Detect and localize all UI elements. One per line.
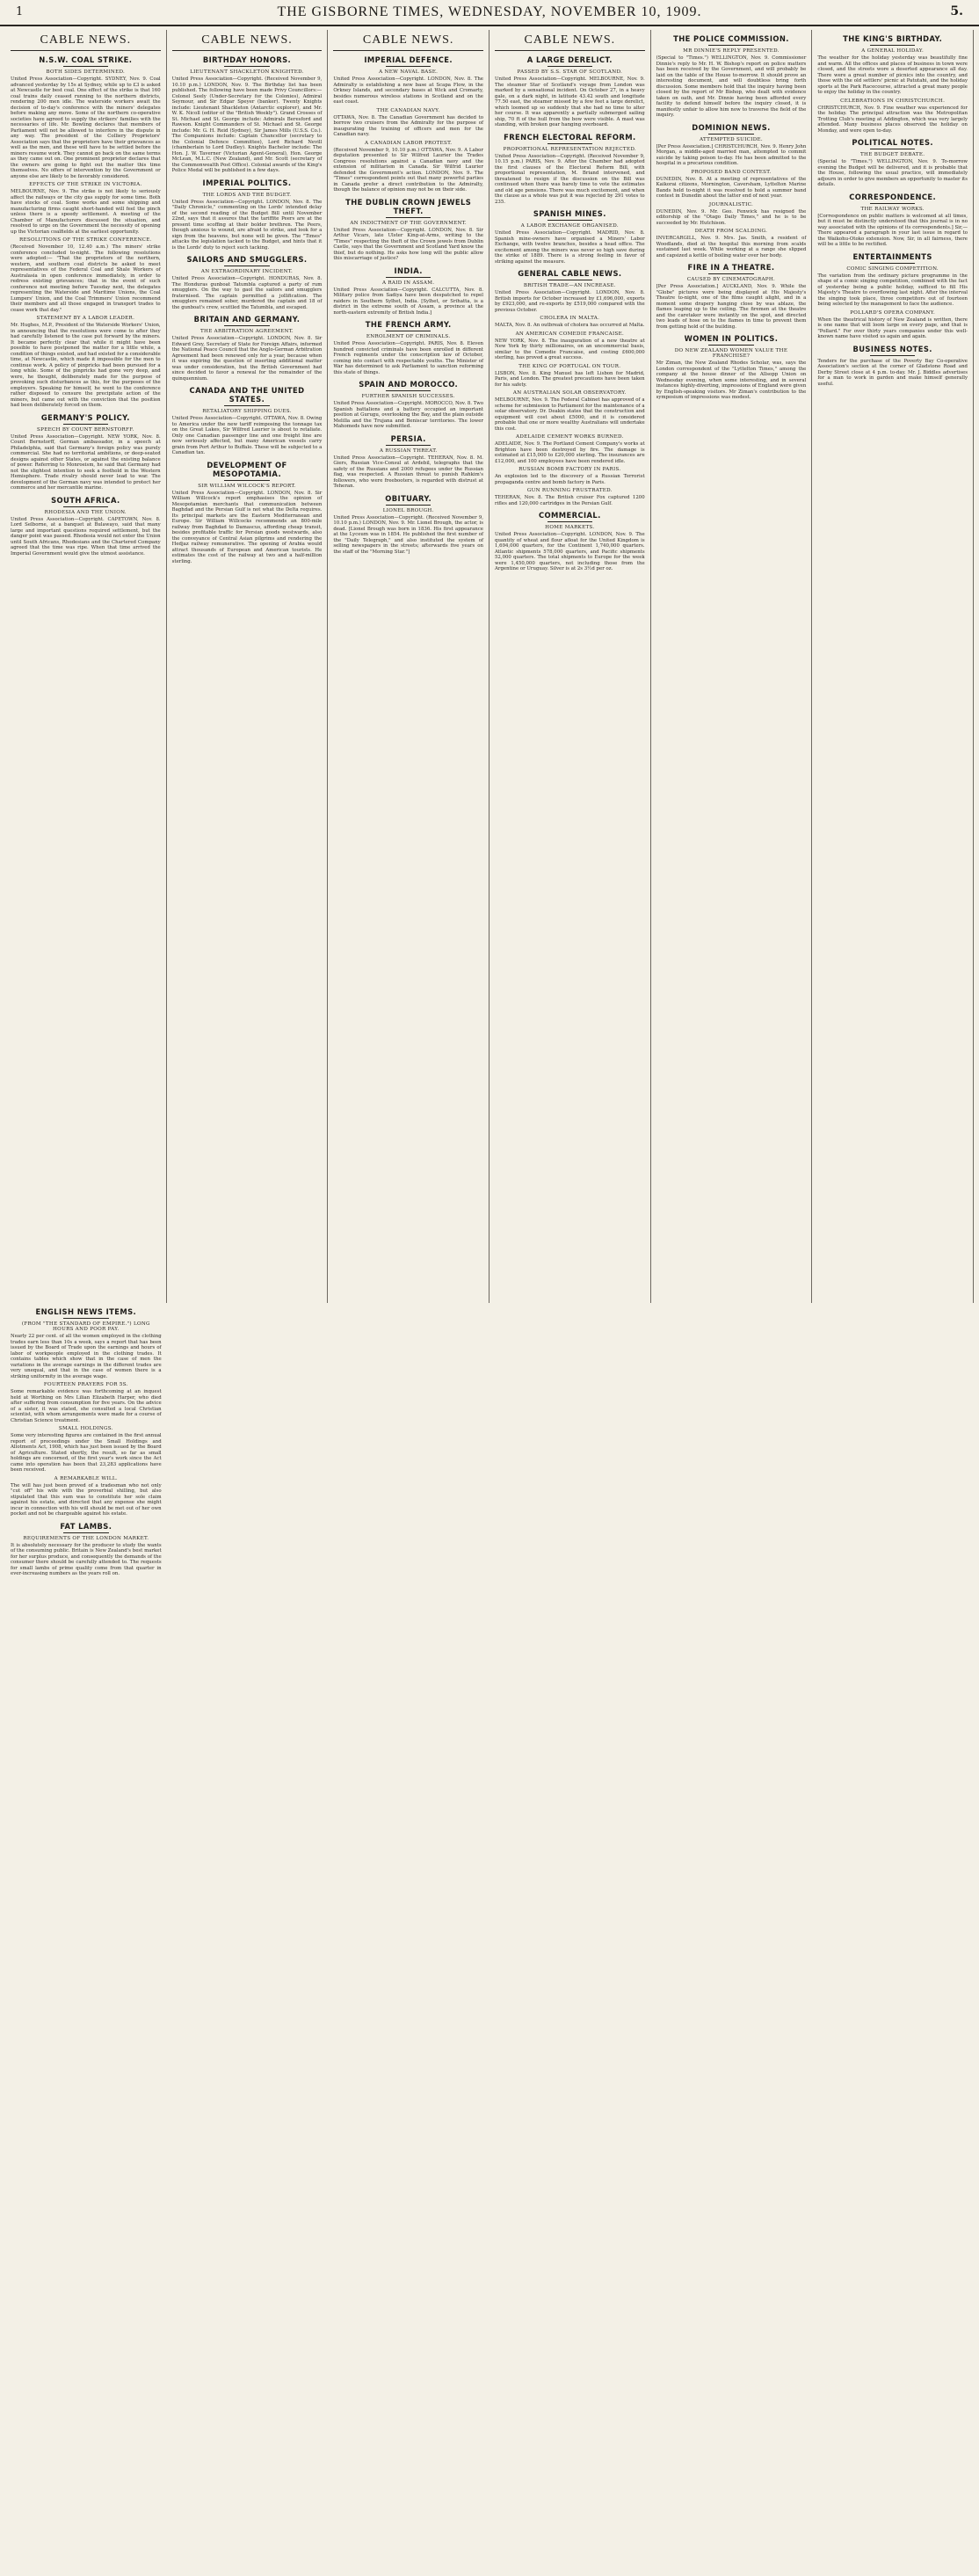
article-subheading: HOME MARKETS. <box>545 525 595 530</box>
article <box>333 55 483 106</box>
article-headline: SPAIN AND MOROCCO. <box>359 380 459 389</box>
article-subheading: AN EXTRAORDINARY INCIDENT. <box>200 269 294 274</box>
newspaper-columns <box>5 30 974 1576</box>
article-headline: POLITICAL NOTES. <box>852 138 933 147</box>
headline-rule <box>386 66 431 67</box>
article-body: [Per Press Association.] AUCKLAND, Nov. 9. While the "Globe" pictures were being displayed at His Majesty's Theatre to-night, one of the films caught alight, and in a moment some drapery hanging close by was ablaze, the flames leaping up to the ceiling. The firemen at the theatre and the caretaker were instantly on the spot, and directed two leads of hose on to the flames in time to prevent them from getting hold of the building. <box>656 284 807 330</box>
headline-rule <box>386 445 431 446</box>
article-subheading: FURTHER SPANISH SUCCESSES. <box>361 394 455 399</box>
article-subheading: A RAID IN ASSAM. <box>381 280 435 286</box>
article <box>172 315 323 382</box>
headline-rule <box>386 390 431 391</box>
article-subheading: SMALL HOLDINGS. <box>58 1426 113 1431</box>
section-title: CABLE NEWS. <box>495 33 645 51</box>
article-headline: THE DUBLIN CROWN JEWELS THEFT. <box>345 197 472 215</box>
article <box>333 108 483 138</box>
article <box>333 434 483 490</box>
article-body: United Press Association—Copyright. OTTAWA, Nov. 8. Owing to America under the new tariff reimposing the tonnage tax on the Great Lakes, Sir Wilfred Laurier is about to retaliate. Only one Canadian passenger line and one freight line are now seriously affected, but many American vessels carry grain from Port Arthur to Buffalo. These will be subjected to a Canadian tax. <box>171 416 323 455</box>
article-subheading: THE ARBITRATION AGREEMENT. <box>199 329 294 334</box>
article-headline: ENGLISH NEWS ITEMS. <box>35 1307 137 1316</box>
article <box>495 488 645 506</box>
article-subheading: THE KING OF PORTUGAL ON TOUR. <box>519 363 621 369</box>
article-subheading: POLLARD'S OPERA COMPANY. <box>850 309 936 316</box>
article-headline: CANADA AND THE UNITED STATES. <box>189 386 305 404</box>
article-body: MELBOURNE, Nov. 9. The Federal Cabinet has approved of a scheme for submission to Parliament for the maintenance of a solar observatory. Dr. Deakin states that the construction and equipment will cost about £5000, and it is considered probable that one or more wealthy Australians will undertake this cost. <box>495 397 645 432</box>
article-headline: IMPERIAL DEFENCE. <box>364 55 453 64</box>
headline-rule <box>63 66 108 67</box>
article-subheading: PASSED BY S.S. STAR OF SCOTLAND. <box>517 69 623 75</box>
article <box>11 1382 162 1423</box>
article-subheading: PROPORTIONAL REPRESENTATION REJECTED. <box>503 146 637 152</box>
headline-rule <box>224 480 269 481</box>
article <box>11 1476 162 1517</box>
headline-rule <box>386 505 431 506</box>
headline-rule <box>224 405 269 406</box>
article-body: OTTAWA, Nov. 8. The Canadian Government has decided to borrow two cruisers from the Admiralty for the purpose of inaugurating the training of officers and men for the Canadian navy. <box>333 114 483 137</box>
article-body: United Press Association—Copyright. TEHERAN, Nov. 8. M. Giers, Russian Vice-Consul at Ardebil, telegraphs that the safety of the Russians and 2000 refugees under the Russian flag, was respected. A Russian threat to punish Rahkim's followers, who were freebooters, is regarded with distrust at Teheran. <box>333 455 483 489</box>
article-subheading: RESOLUTIONS OF THE STRIKE CONFERENCE. <box>18 237 152 243</box>
column-3 <box>328 30 490 1303</box>
article-headline: A LARGE DERELICT. <box>526 55 613 64</box>
article-body: United Press Association—Copyright. LONDON, Nov. 8. Sir William Willcock's report emphasises the opinion of Mesopotamian merchants that communication between Baghdad and the Persian Gulf is not what the Delta requires. Its principal markets are the Eastern Mediterranean and Europe. Sir William Willcocks recommends an 800-mile railway from Baghdad to Damascus, affording cheap transit, besides profitable traffic for Persian goods westwards, also the conveyance of Central Asian pilgrims and rendering the Hedjaz railway remunerative. The opening of Arabia would attract thousands of European and American tourists. He estimates the cost of the railway at two and a half-million sterling. <box>171 490 323 564</box>
headline-rule <box>708 273 753 274</box>
article-headline: N.S.W. COAL STRIKE. <box>39 55 133 64</box>
article-body: The weather for the holiday yesterday was beautifully fine and warm. All the offices and places of business in town were closed, and the streets wore a deserted appearance all day. There were a great number of picnics into the country, and those with the old settlers' picnic at Patutahi, and the holiday sports at the Park Racecourse, attracted a great many people to enjoy the holiday in the country. <box>817 55 968 95</box>
article <box>656 170 807 200</box>
headline-rule <box>63 1318 108 1319</box>
section-title: CABLE NEWS. <box>172 33 323 51</box>
column-7 <box>5 1303 167 2576</box>
article <box>11 496 161 557</box>
article-body: United Press Association—Copyright. (Received November 9, 10.15 p.m.) PARIS, Nov. 9. After the Chamber had adopted the first clauses of the Electoral Reform Bill, with proportional representation, M. Briand intervened, and threatened to resign if the discussion on the Bill was continued when there was barely time to vote the estimates and old age pensions. There was much excitement, and when the clause as a whole was put it was rejected by 291 votes to 235. <box>495 153 645 205</box>
article-body: An explosion led to the discovery of a Russian Terrorist propaganda centre and bomb factory in Paris. <box>495 474 645 485</box>
article-body: United Press Association—Copyright. MELBOURNE, Nov. 9. The steamer Star of Scotland's voyage from London was marked by a sensational incident. On October 27, in a heavy gale, on a dark night, in latitude 43.42 south and longitude 77.50 east, the steamer missed by a few feet a large derelict, which loomed up so suddenly that she had no time to alter her course. It was apparently a partially submerged sailing ship, 70 ft of the hull from the bow were visible. A mast was standing, with broken gear hanging overboard. <box>495 76 645 127</box>
headline-rule <box>224 325 269 326</box>
article-headline: DEVELOPMENT OF MESOPOTAMIA. <box>207 460 287 478</box>
article-body: CHRISTCHURCH, Nov. 9. Fine weather was experienced for the holiday. The principal attraction was the Metropolitan Trotting Club's meeting at Addington, which was very largely attended. Many business places observed the holiday on Monday, and were open to-day. <box>817 105 968 134</box>
article-body: Some remarkable evidence was forthcoming at an inquest held at Worthing on Mrs Lilian Elizabeth Harper, who died after suffering from consumption for five years. On the advice of a sister, it was stated, she consulted a local Christian scientist, with whom arrangements were made for a course of Christian Science treatment. <box>11 1389 162 1423</box>
article-body: MELBOURNE, Nov. 9. The strike is not likely to seriously affect the railways or the city gas supply for some time. Both have stocks of coal. Some works and some shipping and manufacturing firms caught short-handed will feel the pinch unless there is a speedy settlement. A meeting of the Chamber of Manufacturers discussed the situation, and resolved to urge on the Government the necessity of opening up the Victorian coalfields at the earliest opportunity. <box>11 189 161 235</box>
article <box>495 331 645 361</box>
article <box>817 345 968 388</box>
article-headline: BRITAIN AND GERMANY. <box>193 315 301 324</box>
article-body: United Press Association—Copyright. LONDON, Nov. 8. British imports for October increased by £1,696,000, exports by £923,000, and re-exports by £519,000 compared with the previous October. <box>495 290 645 313</box>
article-subheading: AN AMERICAN COMEDIE FRANCAISE. <box>515 331 625 337</box>
article-body: United Press Association—Copyright. LONDON, Nov. 9. The quantity of wheat and flour afloat for the United Kingdom is 1,694,000 quarters, for the Continent 1,740,000 quarters. Atlantic shipments 578,000 quarters, and Pacific shipments 52,000 quarters. The total shipments to Europe for the week were 1,450,000 quarters, not including those from the Argentine or Uruguay. Silver is at 2s 3½d per oz. <box>495 532 645 571</box>
headline-rule <box>870 355 915 356</box>
article-body: (Received November 10, 12.40 a.m.) The miners' strike conference concluded to-night. The following resolutions were adopted:— "That the proprietors of the northern, western, and southern coal districts be asked to meet representatives of the Federal Coal and Shale Workers of Australasia in open conference immediately, in order to redress existing grievances; that in the event of such conference not meeting before Tuesday next, the delegates representing the Waterside and Maritime Unions, the Coal Lumpers' Union, and the Coal Trimmers' Union recommend their members and all those engaged in transport trades to cease work that day." <box>11 244 161 313</box>
article-subheading: THE BUDGET DEBATE. <box>860 152 925 157</box>
article-subheading: RUSSIAN BOMB FACTORY IN PARIS. <box>519 467 621 472</box>
article <box>333 266 483 317</box>
article-headline: THE POLICE COMMISSION. <box>673 34 789 43</box>
article-body: The will has just been proved of a tradesman who not only "cut off" his wife with the proverbial shilling, but also stipulated that this sum was to constitute her sole claim against his estate, and directed that any expense she might incur in connection with his will should be met out of her own pocket and not be chargeable against his estate. <box>11 1482 162 1517</box>
article-body: (Received November 9, 10.10 p.m.) OTTAWA, Nov. 9. A Labor deputation presented to Sir Wilfred Laurier the Trades Congress resolutions against a Canadian navy and the extension of militarism in Canada. Sir Wilfrid Laurier defended the Government's action. LONDON, Nov. 9. The "Times" correspondent points out that many powerful parties in Canada prefer a direct contribution to the Admiralty, though the balance of opinion may not be on their side. <box>333 147 483 193</box>
article-body: United Press Association—Copyright. (Received November 9, 10.10 p.m.) LONDON, Nov. 9. Mr. Lionel Brough, the actor, is dead. [Lionel Brough was born in 1836. His first appearance at the Lyceum was in 1854. He published the first number of the "Daily Telegraph," and also instituted the system of selling newspapers in the streets; afterwards five years on the staff of the "Morning Star."] <box>333 514 483 555</box>
article-subheading: A LABOR EXCHANGE ORGANISED. <box>520 223 619 229</box>
article <box>11 55 161 179</box>
article-subheading: THE CANADIAN NAVY. <box>376 107 440 113</box>
page-number: 5. <box>950 4 963 18</box>
article-headline: GERMANY'S POLICY. <box>40 412 130 422</box>
article-body: MALTA, Nov. 8. An outbreak of cholera has occurred at Malta. <box>495 323 645 328</box>
article <box>11 182 161 235</box>
article <box>656 123 807 167</box>
article-headline: BIRTHDAY HONORS. <box>202 55 292 64</box>
article-body: INVERCARGILL, Nov. 9. Mrs. Jas. Smith, a resident of Woodlands, died at the hospital this morning from scalds sustained last week. While working at a range she slipped and capsized a kettle of boiling water over her body. <box>656 236 807 258</box>
article-subheading: (FROM "THE STANDARD OF EMPIRE.") LONG HOURS AND POOR PAY. <box>21 1321 150 1332</box>
article <box>11 1522 162 1577</box>
article-subheading: A NEW NAVAL BASE. <box>379 69 439 75</box>
article-body: NEW YORK, Nov. 8. The inauguration of a new theatre at New York by thirty millionaires, on an uncommercial basis, similar to the Comedie Francaise, and costing £600,000 sterling, has proved a great success. <box>495 338 645 360</box>
article-subheading: ADELAIDE CEMENT WORKS BURNED. <box>516 434 624 440</box>
article-subheading: ENROLMENT OF CRIMINALS. <box>366 334 451 339</box>
article-headline: THE FRENCH ARMY. <box>365 320 452 329</box>
article-headline: DOMINION NEWS. <box>692 122 771 132</box>
article <box>11 413 161 491</box>
article-subheading: A GENERAL HOLIDAY. <box>861 48 925 54</box>
column-2 <box>167 30 329 1303</box>
article <box>495 316 645 329</box>
article-headline: SOUTH AFRICA. <box>51 495 120 505</box>
headline-rule <box>548 220 592 221</box>
article-headline: COMMERCIAL. <box>538 511 601 520</box>
article-subheading: A REMARKABLE WILL. <box>54 1475 118 1481</box>
article <box>495 364 645 389</box>
article <box>333 380 483 430</box>
article-body: United Press Association—Copyright. MADRID, Nov. 8. Spanish mine-owners have organised a Miners' Labor Exchange, with twelve branches, besides a head office. The excitement among the miners was never so high save during the strike of 1889. There is a strong feeling in favor of striking against the measure. <box>495 230 645 265</box>
article <box>11 237 161 313</box>
article-subheading: SPEECH BY COUNT BERNSTORFF. <box>37 426 134 433</box>
article <box>172 461 323 565</box>
article-subheading: SIR WILLIAM WILCOCK'S REPORT. <box>198 483 296 489</box>
article-body: United Press Association—Copyright. HONDURAS, Nov. 8. The Honduras gunboat Tatumbla captured a party of rum smugglers. On the way to gaol the sailors and smugglers fraternised. The captain permitted a jollification. The smugglers remained sober, murdered the captain and 18 of the gunboat's crew, scuttled the Tatumbla, and escaped. <box>171 276 323 310</box>
article <box>11 316 161 409</box>
headline-rule <box>224 66 269 67</box>
article <box>656 229 807 258</box>
article-headline: IMPERIAL POLITICS. <box>202 178 292 187</box>
article-subheading: RHODESIA AND THE UNION. <box>44 509 127 515</box>
article-headline: GENERAL CABLE NEWS. <box>518 269 622 278</box>
article-subheading: GUN RUNNING FRUSTRATED. <box>526 488 613 493</box>
article <box>172 178 323 251</box>
article-headline: CORRESPONDENCE. <box>849 192 937 201</box>
article-subheading: EFFECTS OF THE STRIKE IN VICTORIA. <box>29 182 142 187</box>
section-title: CABLE NEWS. <box>333 33 483 51</box>
article-subheading: COMIC SINGING COMPETITION. <box>846 266 939 272</box>
article-subheading: LIONEL BROUGH. <box>382 507 434 513</box>
article-body: ADELAIDE, Nov. 9. The Portland Cement Company's works at Brighton have been destroyed by fire. The damage is estimated at £15,000 to £20,000 sterling. The insurances are £12,000, and 100 employees have been rendered idle. <box>495 441 645 464</box>
article-body: (Special to "Times.") WELLINGTON, Nov. 9. Commissioner Dinnie's reply to Mr. H. W. Bishop's report on police matters has been received by the Government, and will probably be laid on the table of the House to-morrow. It should prove an interesting document, and will doubtless bring forth discussion. Some members hold that the inquiry having been closed by the report of Mr Bishop, who dealt with evidence taken on oath, and Mr. Dinnie having been afforded every facility to defend himself before the inquiry closed, it is manifestly unfair to allow him now to traverse the field of the inquiry. <box>656 55 807 118</box>
article <box>333 198 483 262</box>
article <box>817 98 968 135</box>
masthead <box>0 0 979 26</box>
article-subheading: CELEBRATIONS IN CHRISTCHURCH. <box>840 98 946 104</box>
article-subheading: BRITISH TRADE—AN INCREASE. <box>523 283 616 288</box>
headline-rule <box>708 45 753 46</box>
article-subheading: FOURTEEN PRAYERS FOR 5S. <box>43 1382 128 1387</box>
article <box>11 1426 162 1474</box>
article-body: Mr. Hughes, M.P., President of the Waterside Workers' Union, in announcing that the resolutions were come to after they had carefully listened to the case put forward by the miners. It became perfectly clear that while it might have been possible to have postponed the matter for a little while, a condition of things existed, and had existed for a considerable time, at Newcastle, which made it impossible for the men to continue work. A policy of pinpricks had been pursued for a long while. Some of the pinpricks had gone very deep, and were, he thought, deliberately made for the purpose of provoking such disturbances as this, for the purposes of the employers. Speaking for himself, he went to the conference rather disposed to censure the precipitate action of the miners, but came out with the conviction that the position had been deliberately forced on them. <box>11 323 161 408</box>
article-body: United Press Association—Copyright. LONDON, Nov. 8. The Admiralty is establishing a new base at Scapa Flow, in the Orkney Islands, and secondary bases at Wick and Cromarty, besides numerous wireless stations in Scotland and on the east coast. <box>333 76 483 105</box>
article <box>656 334 807 401</box>
article-subheading: BOTH SIDES DETERMINED. <box>46 69 126 75</box>
article-body: Some very interesting figures are contained in the first annual report of proceedings under the Small Holdings and Allotments Act, 1908, which has just been issued by the Board of Agriculture. Stated shortly, the result, so far as small holdings are concerned, of the first year's work since the Act came into operation has been that 23,283 applications have been received. <box>11 1433 162 1473</box>
article-headline: OBITUARY. <box>385 493 432 503</box>
headline-rule <box>870 45 915 46</box>
headline-rule <box>708 345 753 346</box>
headline-rule <box>708 134 753 135</box>
column-5 <box>651 30 813 1303</box>
article-body: Tenders for the purchase of the Poverty Bay Co-operative Association's section at the corner of Gladstone Road and Derby Street close at 4 p.m. to-day. Mr. J. Biddles advertises for a man to work in garden and make himself generally useful. <box>817 358 968 387</box>
article-body: The variation from the ordinary picture programme in the shape of a comic singing competition, combined with the fact of yesterday being a public holiday, sufficed to fill His Majesty's Theatre to overflowing last night. After the interval the singing took place, three competitors out of fourteen being selected by the management to face the audience. <box>817 273 968 307</box>
article-body: Mr Ziman, the New Zealand Rhodes Scholar, was, says the London correspondent of the "Lyttelton Times," among the company at the house dinner of the Allsopp Union on Wednesday evening, when some interesting, and in several instances highly-diverting, impressions of England were given by English-speaking visitors. Mr Ziman's contribution to the symposium of impressions was modest. <box>656 360 807 400</box>
article-body: United Press Association—Copyright. LONDON, Nov. 8. Sir Edward Grey, Secretary of State for Foreign Affairs, informed the National Peace Council that the Anglo-German Arbitration Agreement had been renewed only for a year, because when it was expiring the question of inserting additional matter was under consideration, but the British Government had since decided to favor a renewal for the remainder of the quinquennium. <box>171 336 323 382</box>
article-subheading: PROPOSED BAND CONTEST. <box>691 169 772 175</box>
article-headline: PERSIA. <box>390 433 426 443</box>
article-body: It is absolutely necessary for the producer to study the wants of the consuming public. Britain is New Zealand's best market for her surplus produce, and consequently the demands of the consumer there should be carefully attended to. The requests for small lambs of prime quality come from that quarter in ever-increasing numbers as the years roll on. <box>11 1542 162 1576</box>
article-body: United Press Association—Copyright. SYDNEY, Nov. 9. Coal advanced yesterday by 15s at Sydney, while up to £3 is asked at Newcastle for best coal. One effect of the strike is that 160 coal trains daily ceased running to the northern districts, rendering 200 men idle. The waterside workers await the decision of to-day's conference with the miners' delegates before making any move. Some of the northern co-operative societies have agreed to supply the strikers' families with the necessaries of life. Mr. Bowling declares that members of Parliament will not be allowed to interfere in the dispute in any way. The president of the Colliery Proprietors' Association says that the proprietors have their grievances as well as the men, and these will have to be settled before the miners resume work. They cannot go back on the same terms as they came out on. One prominent proprietor declares that the owners are going to fight out the matter this time themselves. No offers of intervention by the Government or anyone else are likely to be favorably considered. <box>11 76 161 179</box>
article-headline: BUSINESS NOTES. <box>852 344 932 353</box>
column-6 <box>812 30 974 1303</box>
article <box>817 138 968 188</box>
article-body: TEHERAN, Nov. 8. The British cruiser Fox captured 1200 rifles and 120,000 cartridges in the Persian Gulf. <box>495 495 645 506</box>
article-body: United Press Association—Copyright. NEW YORK, Nov. 8. Count Bernstorff, German ambassador, in a speech at Philadelphia, said that Germany's foreign policy was purely commercial. She had no territorial ambitions, or deep-seated designs against other States, or against the existing balance of power. Referring to Monroeism, he said that Germany had not the slightest intention to seek a foothold in the Western Hemisphere. Trade rivalry should never lead to war. The development of the German navy was intended to protect her commerce and her mercantile marine. <box>11 433 161 491</box>
article-subheading: STATEMENT BY A LABOR LEADER. <box>36 316 135 321</box>
headline-rule <box>548 143 592 144</box>
article-body: DUNEDIN, Nov. 8. At a meeting of representatives of the Kaikorai citizens, Mornington, Caversham, Lyttelton Marine Bands held to-night it was resolved to hold a summer band contest in Dunedin about the latter end of next year. <box>656 176 807 199</box>
article <box>495 55 645 128</box>
article-subheading: REQUIREMENTS OF THE LONDON MARKET. <box>23 1535 149 1541</box>
section-title: CABLE NEWS. <box>11 33 161 51</box>
headline-rule <box>548 521 592 522</box>
headline-rule <box>63 424 108 425</box>
article-headline: WOMEN IN POLITICS. <box>684 334 779 343</box>
article-subheading: DO NEW ZEALAND WOMEN VALUE THE FRANCHISE? <box>674 348 788 359</box>
article <box>656 34 807 119</box>
article-headline: ENTERTAINMENTS <box>852 251 932 261</box>
article <box>495 390 645 432</box>
article <box>495 133 645 206</box>
article-body: LISBON, Nov. 8. King Manuel has left Lisbon for Madrid, Paris, and London. The greatest precautions have been taken for his safety. <box>495 370 645 388</box>
headline-rule <box>870 203 915 204</box>
article-headline: FRENCH ELECTORAL REFORM. <box>504 132 636 142</box>
article-body: [Correspondence on public matters is welcomed at all times, but it must be distinctly understood that this journal is in no way associated with the opinions of its correspondents.] Sir,—There appeared a paragraph in your last issue in regard to the Waikohu-Otoko extension. Now, Sir, in all fairness, there will be a little to be rectified. <box>817 213 968 247</box>
article-subheading: ATTEMPTED SUICIDE. <box>700 136 763 142</box>
article <box>656 263 807 330</box>
article-subheading: DEATH FROM SCALDING. <box>694 229 768 234</box>
article-subheading: THE LORDS AND THE BUDGET. <box>202 192 292 198</box>
article-subheading: THE RAILWAY WORKS. <box>860 206 925 212</box>
article-body: Nearly 22 per cent. of all the women employed in the clothing trades earn less than 10s a week, says a report that has been issued by the Board of Trade upon the earnings and hours of labor of workpeople employed in the clothing trades. It contains tables which show that in the case of men the variations in the average earnings in the different trades are very unequal, and that in the case of women there is a striking uniformity in the average wage. <box>11 1334 162 1379</box>
article <box>817 34 968 96</box>
article-subheading: A CANADIAN LABOR PROTEST. <box>364 140 453 146</box>
article-subheading: A RUSSIAN THREAT. <box>379 448 438 454</box>
article-subheading: CAUSED BY CINEMATOGRAPH. <box>686 277 776 282</box>
article-body: (Special to "Times.") WELLINGTON, Nov. 9. To-morrow evening the Budget will be delivered, and it is probable that the House, following the usual practice, will immediately adjourn in order to give members an opportunity to master its details. <box>817 159 968 187</box>
article-headline: SAILORS AND SMUGGLERS. <box>186 255 308 264</box>
article-subheading: AN AUSTRALIAN SOLAR OBSERVATORY. <box>512 390 627 396</box>
article <box>656 202 807 227</box>
article <box>172 386 323 456</box>
article <box>333 494 483 556</box>
article-body: United Press Association—Copyright. LONDON, Nov. 8. Sir Arthur Vicars, late Ulster King-at-Arms, writing to the "Times" respecting the theft of the Crown jewels from Dublin Castle, says that the Government and Scotland Yard know the thief, but do nothing. He asks how long will the public allow this miscarriage of justice? <box>333 227 483 261</box>
column-4 <box>490 30 651 1303</box>
article-subheading: CHOLERA IN MALTA. <box>540 316 600 321</box>
headline-rule <box>548 66 592 67</box>
article-body: United Press Association—Copyright. (Received November 9, 10.10 p.m.) LONDON, Nov. 9. The Birthday list has been published. The following have been made Privy Councillors:—Colonel Seely (Under-Secretary for the Colonies), Admiral Seymour, and Sir Edgar Speyer (banker). Twenty Knights include: Lieutenant Shackleton (Antarctic explorer), and Mr. W. K. Nicoll (editor of the "British Weekly"). Grand Crosses of St. Michael and St. George include: Admirals Beresford and Rawson. Knight Commanders of St. Michael and St. George include: Mr. G. H. Reid (Sydney), Sir James Mills (U.S.S. Co.). The Companions include: Captain Chancellor (secretary to the Colonial Defence Committee), Lord Richard Nevill (chamberlain to Lord Dudley). Knights Bachelor include: The Hon. J. W. Taverner (Victorian Agent-General), Hon. George McLean, M.L.C. (New Zealand), and Mr. Scott (secretary of the Commonwealth Post Office). Colonial awards of the King's Police Medal will be published in a few days. <box>171 76 323 173</box>
article <box>495 209 645 265</box>
article <box>172 55 323 174</box>
article-body: United Press Association—Copyright. LONDON, Nov. 8. The "Daily Chronicle," commenting on the Lords' intended delay of the second reading of the Budget Bill until November 22nd, says that it assures that the tariffite Peers are at the present time scoffing at their bolder brethren. The Peers, though anxious to wound, are afraid to strike, and look for a sign from the heavens, but none will be given. The "Times" attacks the legislation tacked to the Budget, and hints that it is the Lords' duty to reject such tacking. <box>171 199 323 251</box>
newspaper-title: THE GISBORNE TIMES, WEDNESDAY, NOVEMBER 10, 1909. <box>277 4 702 19</box>
article <box>495 511 645 572</box>
article <box>495 467 645 485</box>
article-body: DUNEDIN, Nov. 9. Mr. Geo. Fenwick has resigned the editorship of the "Otago Daily Times," and he is to be succeeded by Mr. Hutchison. <box>656 208 807 226</box>
article-body: United Press Association—Copyright. MOROCCO, Nov. 8. Two Spanish battalions and a battery occupied an important position at Gurugu, overlooking the Bay, and the plain outside Melilla and the Trujana and Beniscar territories. The lower Mahomeds have now submitted. <box>333 401 483 429</box>
article-body: United Press Association—Copyright. CAPETOWN, Nov. 8. Lord Selborne, at a banquet at Bulawayo, said that many large and important questions required settlement, but the danger point was passed. Rhodesia would not enter the Union until South Africans, Rhodesians and the Chartered Company agreed that the time was ripe. When that time arrived the Imperial Government would give the utmost assistance. <box>11 516 161 557</box>
column-1 <box>5 30 167 1303</box>
article-headline: FAT LAMBS. <box>60 1521 112 1531</box>
article <box>495 269 645 313</box>
headline-rule <box>870 263 915 264</box>
article <box>817 252 968 308</box>
article <box>817 310 968 340</box>
article-subheading: JOURNALISTIC. <box>708 201 754 207</box>
article-headline: INDIA. <box>394 266 423 275</box>
article <box>11 1307 162 1379</box>
article-body: [Per Press Association.] CHRISTCHURCH, Nov. 9. Henry John Morgan, a middle-aged married man, attempted to commit suicide by taking poison to-day. He has been admitted to the hospital in a precarious condition. <box>656 143 807 166</box>
article <box>172 255 323 310</box>
article-subheading: AN INDICTMENT OF THE GOVERNMENT. <box>350 220 467 226</box>
left-page-mark: 1 <box>16 5 24 18</box>
article <box>333 141 483 193</box>
headline-rule <box>63 1532 108 1533</box>
headline-rule <box>386 217 431 218</box>
article-subheading: RETALIATORY SHIPPING DUES. <box>202 409 292 414</box>
article <box>333 320 483 375</box>
article-body: When the theatrical history of New Zealand is written, there is one name that will loom large on every page, and that is "Pollard." For over thirty years companies under this well-known name have visited us again and again. <box>817 317 968 339</box>
article <box>495 434 645 464</box>
article-headline: THE KING'S BIRTHDAY. <box>843 34 943 43</box>
headline-rule <box>386 277 431 278</box>
headline-rule <box>63 506 108 507</box>
headline-rule <box>224 189 269 190</box>
article-headline: SPANISH MINES. <box>533 209 606 218</box>
article-body: United Press Association—Copyright. CALCUTTA, Nov. 8. Military police from Sadiya have been despatched to repel raiders in Southern Sylhet, India. [Sylhet, or Srihatta, is a district in the extreme south of Assam, a province at the north-eastern extremity of British India.] <box>333 287 483 316</box>
article-subheading: MR DINNIE'S REPLY PRESENTED. <box>683 48 780 54</box>
article <box>817 193 968 248</box>
article-body: United Press Association—Copyright. PARIS, Nov. 8. Eleven hundred convicted criminals have been enrolled in different French regiments under the conscription law of October, coming into contact with respectable youths. The Minister of War has determined to ask Parliament to sanction reforming this state of things. <box>333 341 483 375</box>
article-subheading: LIEUTENANT SHACKLETON KNIGHTED. <box>190 69 304 75</box>
article-headline: FIRE IN A THEATRE. <box>687 263 775 272</box>
